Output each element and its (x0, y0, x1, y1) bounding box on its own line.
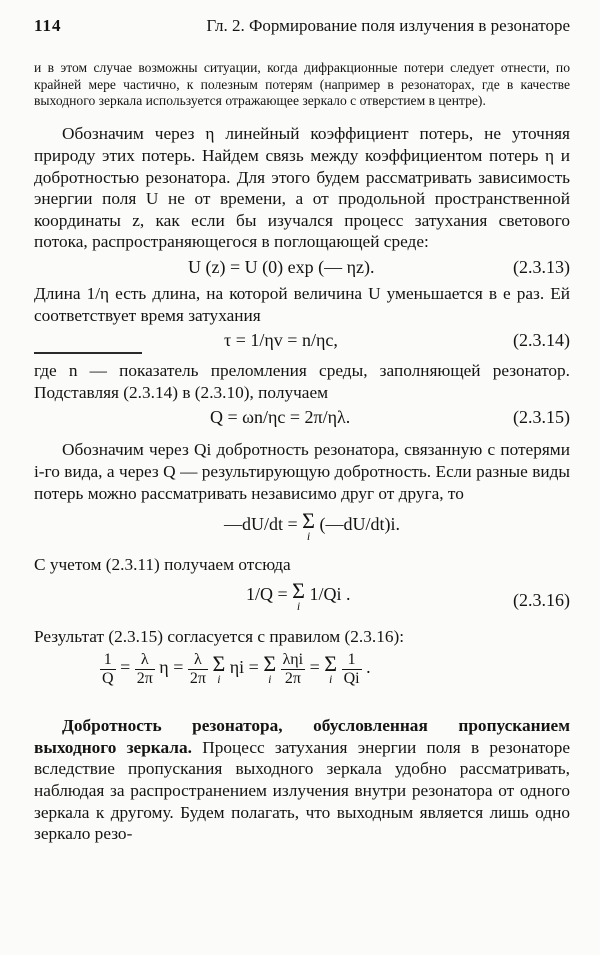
paragraph-output-mirror (34, 715, 570, 845)
fraction-1-over-qi: $\frac{1}{Qi}$ (343, 651, 360, 687)
equation-number: (2.3.14) (513, 330, 570, 351)
margin-rule (34, 352, 142, 354)
equation-2-3-16 (34, 576, 570, 626)
paragraph-loss-coefficient: Обозначим через η линейный коэффициент потерь, не уточняя природу этих потерь. Найдем связь между коэффициентом потерь η и добротностью резонатора. Для этого будем рассматривать зависимость энергии поля U не от времени, а от продольной пространственной координаты z, как если бы изучался процесс затухания светового потока, распространяющегося в поглощающей среде: (34, 124, 570, 252)
fraction-lambda-over-2pi: $\frac{\lambda}{2\pi}$ (136, 651, 153, 687)
fraction-lambda-over-2pi: $\frac{\lambda}{2\pi}$ (189, 651, 206, 687)
paragraph-decay-length: Длина 1/η есть длина, на которой величина U уменьшается в e раз. Ей соответствует время затухания (34, 283, 570, 325)
sum-symbol: Σ i (263, 651, 277, 687)
equation-body: U (z) = U (0) exp (— ηz). (188, 256, 375, 277)
fraction-lambda-eta-over-2pi: $\frac{\text{ληi}}{2\pi}$ (282, 651, 304, 687)
section-heading: Добротность резонатора, обусловленная пропусканием выходного зеркала. (34, 716, 570, 757)
equation-left: —dU/dt = (224, 514, 298, 535)
equation-right: 1/Qi . (309, 583, 351, 604)
intro-paragraph: и в этом случае возможны ситуации, когда дифракционные потери следует отнести, по крайней мере частично, к полезным потерям (например в резонаторах, где в качестве выходного зеркала используется отражающее зеркало с отверстием в центре). (34, 60, 570, 109)
page-number: 114 (34, 16, 62, 35)
equation-right: (—dU/dt)i. (319, 514, 400, 535)
equation-number: (2.3.16) (513, 589, 570, 610)
sum-symbol: Σ i (292, 577, 305, 613)
section-body: Процесс затухания энергии поля в резонаторе вследствие пропускания выходного зеркала удобно рассматривать, наблюдая за распространением излучения внутри резонатора от одного зеркала к другому. Будем полагать, что выходным является лишь одно зеркало резо- (34, 737, 570, 844)
sum-symbol: Σ i (324, 651, 338, 687)
equation-left: 1/Q = (246, 583, 288, 604)
equation-2-3-15 (34, 403, 570, 433)
equation-number: (2.3.13) (513, 256, 570, 277)
equation-number: (2.3.15) (513, 407, 570, 428)
sum-symbol: Σ i (302, 508, 315, 544)
equation-final-chain: $\frac{1}{Q}$ = $\frac{\lambda}{2\pi}$ η = $\frac{\lambda}{2\pi}$ Σ i ηi = Σ i $\frac{\text{ληi}}{2\pi}$ = Σ i $\frac{1}{Qi}$ . (102, 651, 371, 687)
equation-body: Q = ωn/ηc = 2π/ηλ. (210, 407, 351, 428)
equation-2-3-13 (34, 253, 570, 283)
fraction-1-over-q: $\frac{1}{Q}$ (102, 651, 114, 687)
running-title: Гл. 2. Формирование поля излучения в резонаторе (206, 16, 570, 35)
sum-symbol: Σ i (212, 651, 226, 687)
paragraph-result: Результат (2.3.15) согласуется с правилом (2.3.16): (34, 626, 405, 646)
equation-2-3-14 (34, 326, 570, 356)
equation-body: τ = 1/ηv = n/ηc, (224, 330, 338, 351)
book-page (34, 14, 570, 845)
paragraph-refractive-index: где n — показатель преломления среды, заполняющей резонатор. Подставляя (2.3.14) в (2.3.10), получаем (34, 361, 570, 402)
paragraph-from-2-3-11: С учетом (2.3.11) получаем отсюда (34, 555, 291, 575)
running-header (34, 14, 570, 36)
paragraph-q-factors: Обозначим через Qi добротность резонатора, связанную с потерями i-го вида, а через Q — результирующую добротность. Если разные виды потерь можно рассматривать независимо друг от друга, то (34, 440, 570, 503)
equation-sum-losses (34, 504, 570, 554)
